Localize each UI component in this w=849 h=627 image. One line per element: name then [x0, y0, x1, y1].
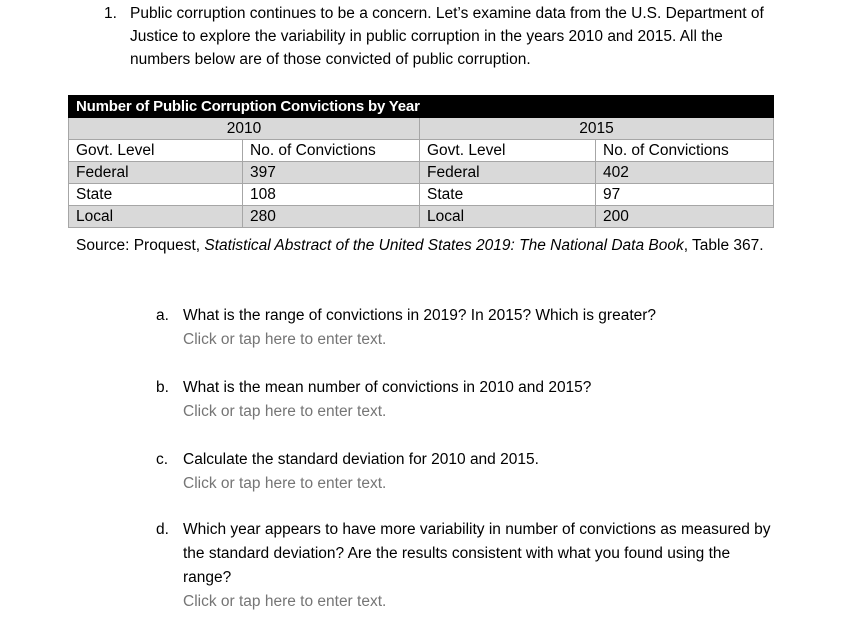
table-cell: Federal [420, 162, 596, 184]
table-row [69, 184, 774, 206]
sub-question-text: What is the range of convictions in 2019? In 2015? Which is greater? [183, 307, 657, 324]
answer-field-a[interactable]: Click or tap here to enter text. [183, 331, 387, 348]
sub-question-text: What is the mean number of convictions in 2010 and 2015? [183, 379, 592, 396]
column-header: No. of Convictions [243, 140, 420, 162]
year-header-2015: 2015 [420, 118, 774, 140]
question-1 [104, 2, 804, 71]
source-title: Statistical Abstract of the United States 2019: The National Data Book [204, 237, 684, 254]
sub-question-letter: a. [156, 307, 169, 324]
table-cell: State [69, 184, 243, 206]
sub-question-letter: d. [156, 521, 169, 538]
table-cell: Local [69, 206, 243, 228]
table-row [69, 206, 774, 228]
column-header: Govt. Level [420, 140, 596, 162]
year-header-2010: 2010 [69, 118, 420, 140]
column-header: No. of Convictions [596, 140, 774, 162]
source-prefix: Source: Proquest, [76, 237, 205, 254]
table-cell: Federal [69, 162, 243, 184]
table-cell: State [420, 184, 596, 206]
column-header-row [69, 140, 774, 162]
table-row [69, 162, 774, 184]
table-cell: 397 [243, 162, 420, 184]
sub-question-b [156, 376, 776, 424]
sub-question-d [156, 518, 776, 614]
table-cell: Local [420, 206, 596, 228]
table-cell: 200 [596, 206, 774, 228]
sub-question-letter: b. [156, 379, 169, 396]
sub-question-letter: c. [156, 451, 169, 468]
answer-field-d[interactable]: Click or tap here to enter text. [183, 593, 387, 610]
sub-question-a [156, 304, 776, 352]
column-header: Govt. Level [69, 140, 243, 162]
table-title: Number of Public Corruption Convictions by Year [69, 96, 774, 118]
sub-question-text: Which year appears to have more variability in number of convictions as measured by the standard deviation? Are the results consistent with what you found using the range? [183, 521, 771, 586]
question-text: Public corruption continues to be a concern. Let’s examine data from the U.S. Department of Justice to explore the variability in public corruption in the years 2010 and 2015. All the numbers below are of those convicted of public corruption. [130, 5, 764, 68]
sub-question-c [156, 448, 776, 496]
sub-question-text: Calculate the standard deviation for 2010 and 2015. [183, 451, 539, 468]
table-cell: 280 [243, 206, 420, 228]
question-number: 1. [104, 5, 117, 22]
convictions-table [68, 95, 774, 228]
source-citation [76, 234, 776, 257]
table-cell: 402 [596, 162, 774, 184]
source-suffix: , Table 367. [683, 237, 764, 254]
table-cell: 108 [243, 184, 420, 206]
answer-field-b[interactable]: Click or tap here to enter text. [183, 403, 387, 420]
answer-field-c[interactable]: Click or tap here to enter text. [183, 475, 387, 492]
table-cell: 97 [596, 184, 774, 206]
